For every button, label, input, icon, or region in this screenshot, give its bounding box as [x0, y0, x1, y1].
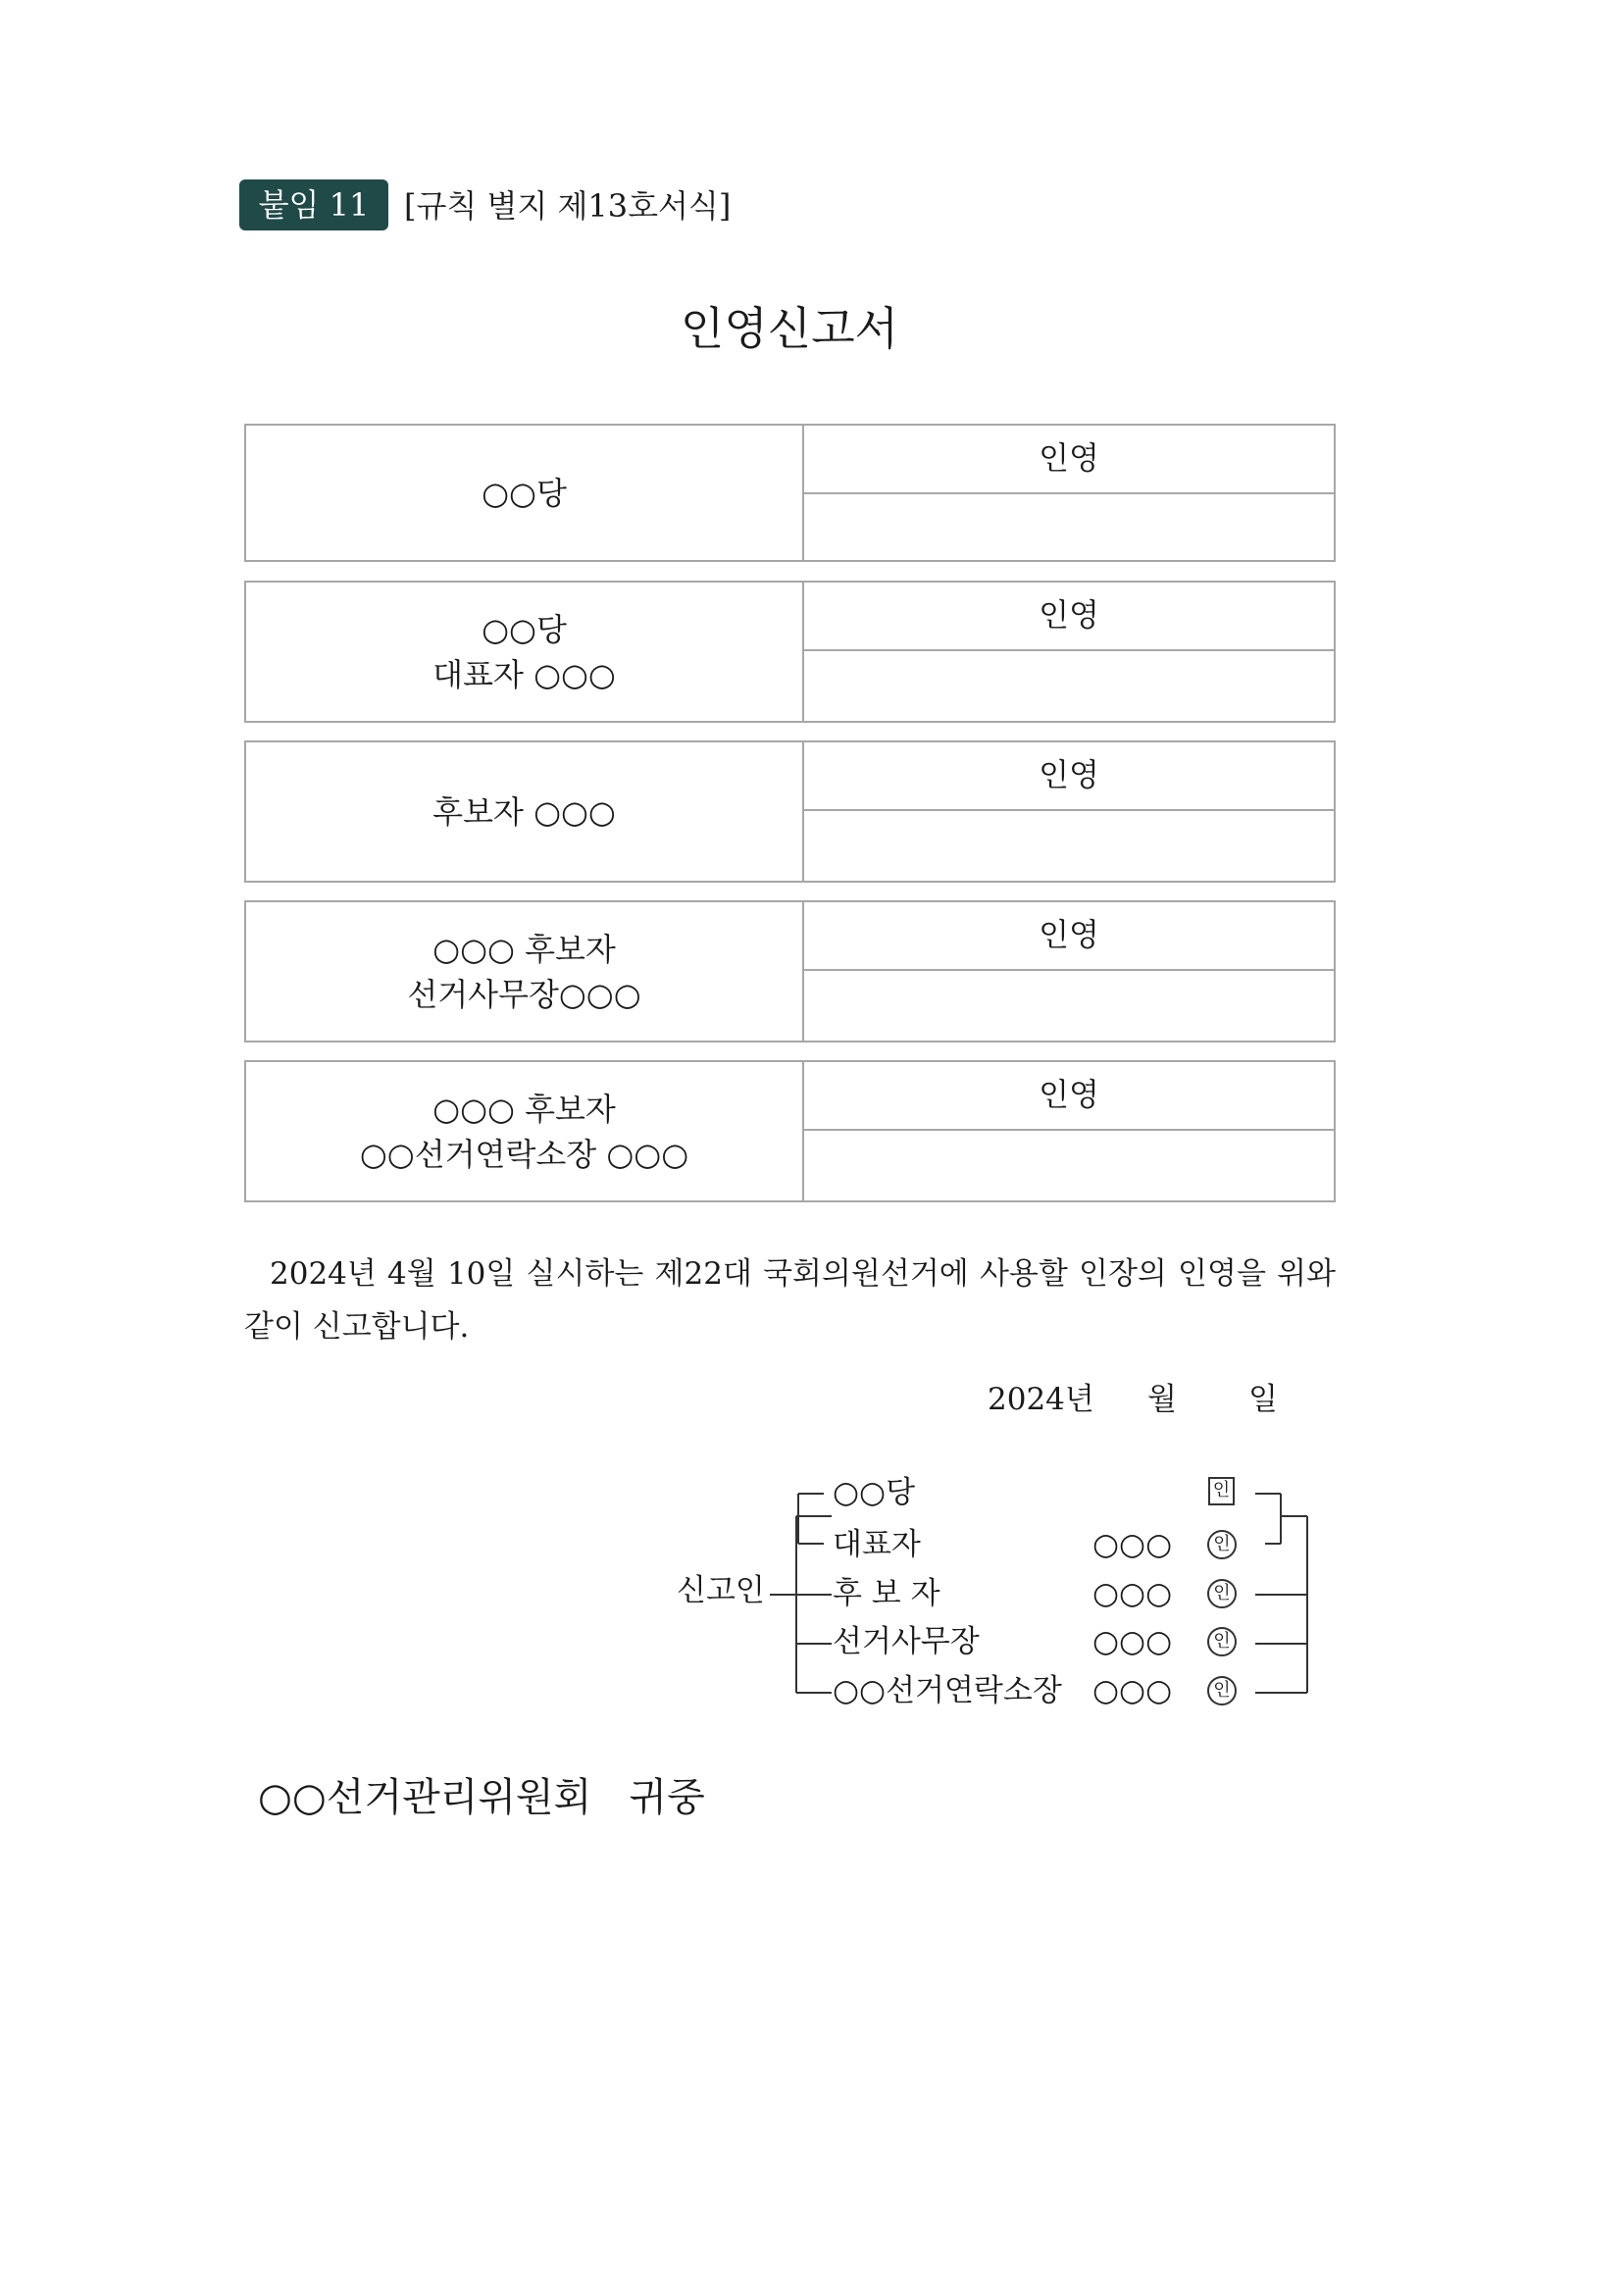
seal-label: 인영 — [804, 902, 1334, 971]
reporter-party: ○○당 — [833, 1475, 916, 1510]
date-month: 월 — [1147, 1382, 1177, 1417]
liaison-head-name: ○○선거연락소장 ○○○ — [359, 1135, 689, 1173]
form-reference: [규칙 별지 제13호서식] — [404, 187, 732, 225]
attachment-badge: 붙임 11 — [239, 179, 388, 230]
reporter-label: 신고인 — [677, 1573, 765, 1608]
document-title: 인영신고서 — [680, 302, 899, 355]
reporter-representative: 대표자 — [833, 1527, 921, 1562]
campaign-manager-name: 선거사무장○○○ — [407, 975, 641, 1013]
addressee: ○○선거관리위원회 귀중 — [258, 1775, 705, 1820]
party-name: ○○당 — [482, 610, 567, 648]
seal-label: 인영 — [804, 1062, 1334, 1131]
candidate-line: ○○○ 후보자 — [432, 1090, 616, 1128]
reporter-representative-name: ○○○ — [1092, 1527, 1173, 1562]
seal-mark-circle: 인 — [1207, 1579, 1237, 1608]
seal-mark-circle: 인 — [1207, 1627, 1237, 1656]
seal-label: 인영 — [804, 426, 1334, 494]
date-day: 일 — [1248, 1382, 1278, 1417]
reporter-liaison-head: ○○선거연락소장 — [833, 1673, 1062, 1708]
reporter-campaign-manager-name: ○○○ — [1092, 1624, 1173, 1659]
seal-label: 인영 — [804, 583, 1334, 651]
reporter-candidate: 후 보 자 — [833, 1576, 940, 1611]
seal-mark-square: 인 — [1208, 1477, 1235, 1505]
reporter-candidate-name: ○○○ — [1092, 1576, 1173, 1611]
seal-mark-circle: 인 — [1207, 1530, 1237, 1559]
seal-mark-circle: 인 — [1207, 1676, 1237, 1705]
party-name: ○○당 — [482, 474, 567, 512]
reporter-liaison-head-name: ○○○ — [1092, 1673, 1173, 1708]
candidate-line: ○○○ 후보자 — [432, 930, 616, 968]
declaration-text: 2024년 4월 10일 실시하는 제22대 국회의원선거에 사용할 인장의 인영을 위와 같이 신고합니다. — [244, 1256, 1336, 1345]
representative-name: 대표자 ○○○ — [432, 655, 616, 693]
candidate-name: 후보자 ○○○ — [432, 792, 616, 831]
seal-label: 인영 — [804, 742, 1334, 811]
reporter-campaign-manager: 선거사무장 — [833, 1624, 980, 1659]
date-year: 2024년 — [988, 1382, 1094, 1417]
